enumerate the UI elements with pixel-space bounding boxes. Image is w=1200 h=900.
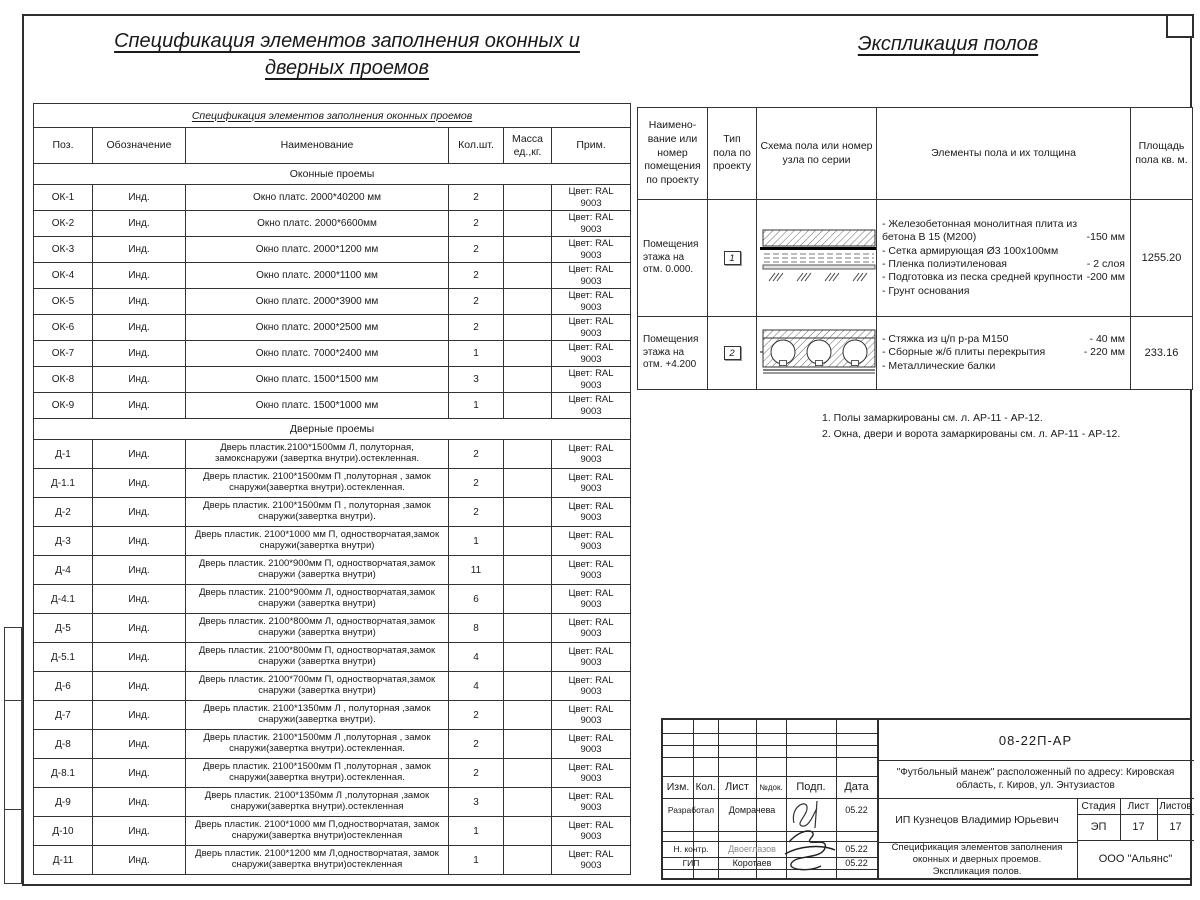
corner-stamp-box — [1166, 14, 1194, 38]
spec-cell-name: Дверь пластик. 2100*1350мм Л ,полуторная ,замок снаружи(завертка внутри).остекленная — [186, 788, 449, 817]
spec-cell-pos: ОК-3 — [34, 237, 93, 263]
floors-row-1 — [638, 200, 1193, 317]
col-kol: Кол. — [695, 781, 716, 793]
col-header-area: Площадь пола кв. м. — [1131, 108, 1193, 200]
note-line: 2. Окна, двери и ворота замаркированы см. л. АР-11 - АР-12. — [822, 427, 1121, 440]
spec-cell-mark: Инд. — [93, 498, 186, 527]
spec-cell-qty: 3 — [449, 367, 504, 393]
spec-cell-note — [552, 440, 631, 469]
page-title-right: Экспликация полов — [857, 33, 1039, 55]
spec-cell-pos: Д-4 — [34, 556, 93, 585]
left-filing-strip — [4, 627, 22, 884]
spec-cell-mass — [504, 585, 552, 614]
color-note: Цвет: RAL 9003 — [568, 342, 614, 365]
room-name: Помещения этажа на отм. 0.000. — [638, 200, 708, 317]
spec-cell-qty: 4 — [449, 672, 504, 701]
spec-cell-mass — [504, 341, 552, 367]
floor-type-cell — [708, 317, 757, 390]
spec-cell-mark: Инд. — [93, 817, 186, 846]
spec-cell-mark: Инд. — [93, 237, 186, 263]
color-note: Цвет: RAL 9003 — [568, 587, 614, 610]
floor-element-text: - Железобетонная монолитная плита из бетона В 15 (М200) — [882, 217, 1078, 244]
spec-row — [34, 614, 631, 643]
spec-cell-note — [552, 341, 631, 367]
spec-cell-qty: 2 — [449, 498, 504, 527]
spec-cell-mark: Инд. — [93, 614, 186, 643]
spec-cell-name: Дверь пластик. 2100*1200 мм Л,одностворчатая, замок снаружи(завертка внутри)остекленная — [186, 846, 449, 875]
spec-cell-mark: Инд. — [93, 393, 186, 419]
organization: ООО "Альянс" — [1098, 853, 1173, 865]
spec-row — [34, 211, 631, 237]
spec-cell-mass — [504, 759, 552, 788]
spec-cell-qty: 2 — [449, 440, 504, 469]
color-note: Цвет: RAL 9003 — [568, 819, 614, 842]
spec-cell-pos: Д-3 — [34, 527, 93, 556]
spec-cell-mass — [504, 263, 552, 289]
spec-cell-mark: Инд. — [93, 556, 186, 585]
spec-cell-pos: ОК-6 — [34, 315, 93, 341]
floors-header-row — [638, 108, 1193, 200]
spec-row — [34, 185, 631, 211]
floor-element-value: - 220 мм — [1083, 346, 1125, 359]
spec-cell-name: Окно платс. 2000*1200 мм — [186, 237, 449, 263]
spec-cell-note — [552, 788, 631, 817]
spec-cell-mass — [504, 367, 552, 393]
floor-area: 233.16 — [1131, 317, 1193, 390]
spec-row — [34, 341, 631, 367]
spec-cell-mass — [504, 469, 552, 498]
spec-cell-qty: 2 — [449, 701, 504, 730]
spec-cell-mark: Инд. — [93, 643, 186, 672]
stage-label: Стадия — [1081, 800, 1116, 812]
spec-cell-note — [552, 367, 631, 393]
spec-cell-name: Окно платс. 7000*2400 мм — [186, 341, 449, 367]
spec-cell-mark: Инд. — [93, 289, 186, 315]
spec-cell-mass — [504, 498, 552, 527]
spec-cell-note — [552, 263, 631, 289]
spec-cell-pos: ОК-9 — [34, 393, 93, 419]
spec-cell-mark: Инд. — [93, 315, 186, 341]
color-note: Цвет: RAL 9003 — [568, 368, 614, 391]
spec-cell-note — [552, 237, 631, 263]
col-header-note: Прим. — [552, 128, 631, 164]
spec-cell-mark: Инд. — [93, 788, 186, 817]
floor-element-value: -200 мм — [1086, 271, 1125, 284]
color-note: Цвет: RAL 9003 — [568, 529, 614, 552]
floor-elements-cell — [877, 200, 1131, 317]
date-ncontrol: 05.22 — [845, 844, 868, 854]
project-address: "Футбольный манеж" расположенный по адресу: Кировская область, г. Киров, ул. Энтузиастов — [896, 767, 1175, 791]
floors-row-2 — [638, 317, 1193, 390]
spec-cell-note — [552, 289, 631, 315]
spec-row — [34, 585, 631, 614]
spec-row — [34, 643, 631, 672]
sheet-value: 17 — [1132, 821, 1145, 833]
spec-cell-name: Окно платс. 2000*3900 мм — [186, 289, 449, 315]
spec-row — [34, 730, 631, 759]
spec-cell-name: Дверь пластик. 2100*1500мм Л ,полуторная , замок снаружи(завертка внутри).остекленная. — [186, 730, 449, 759]
spec-row — [34, 788, 631, 817]
spec-cell-name: Дверь пластик. 2100*700мм П, одностворчатая,замок снаружи (завертка внутри) — [186, 672, 449, 701]
spec-cell-name: Дверь пластик. 2100*1500мм П ,полуторная , замок снаружи(завертка внутри).остекленная. — [186, 759, 449, 788]
spec-cell-qty: 1 — [449, 527, 504, 556]
color-note: Цвет: RAL 9003 — [568, 616, 614, 639]
spec-cell-mass — [504, 672, 552, 701]
name-developer: Домрачева — [728, 805, 776, 815]
spec-row — [34, 701, 631, 730]
spec-cell-pos: Д-8 — [34, 730, 93, 759]
floor-element-text: - Стяжка из ц/п р-ра М150 — [882, 332, 1009, 345]
spec-cell-pos: Д-10 — [34, 817, 93, 846]
spec-cell-name: Дверь пластик. 2100*1000 мм П,одностворчатая, замок снаружи(завертка внутри)остекленная — [186, 817, 449, 846]
spec-cell-note — [552, 643, 631, 672]
floor-element-text: - Пленка полиэтиленовая — [882, 258, 1007, 270]
spec-cell-qty: 1 — [449, 817, 504, 846]
spec-cell-name: Дверь пластик. 2100*900мм Л, одностворчатая,замок снаружи (завертка внутри) — [186, 585, 449, 614]
color-note: Цвет: RAL 9003 — [568, 316, 614, 339]
spec-cell-name: Дверь пластик. 2100*800мм Л, одностворчатая,замок снаружи (завертка внутри) — [186, 614, 449, 643]
spec-row — [34, 263, 631, 289]
spec-cell-name: Дверь пластик. 2100*1000 мм П, одностворчатая,замок снаружи(завертка внутри) — [186, 527, 449, 556]
color-note: Цвет: RAL 9003 — [568, 394, 614, 417]
spec-cell-mark: Инд. — [93, 185, 186, 211]
spec-cell-name: Окно платс. 1500*1500 мм — [186, 367, 449, 393]
spec-cell-mass — [504, 393, 552, 419]
col-header-name: Наименование — [186, 128, 449, 164]
spec-cell-qty: 2 — [449, 289, 504, 315]
spec-cell-name: Окно платс. 2000*1100 мм — [186, 263, 449, 289]
spec-cell-mass — [504, 614, 552, 643]
col-header-mass: Масса ед.,кг. — [504, 128, 552, 164]
stage-value: ЭП — [1090, 821, 1107, 833]
floor-element — [882, 245, 1125, 258]
spec-cell-note — [552, 469, 631, 498]
floor-element — [882, 271, 1125, 284]
floor-element — [882, 346, 1125, 359]
spec-row — [34, 759, 631, 788]
spec-cell-qty: 2 — [449, 315, 504, 341]
spec-row — [34, 817, 631, 846]
color-note: Цвет: RAL 9003 — [568, 558, 614, 581]
spec-cell-note — [552, 556, 631, 585]
spec-cell-pos: ОК-2 — [34, 211, 93, 237]
spec-cell-name: Окно платс. 2000*2500 мм — [186, 315, 449, 341]
spec-cell-mass — [504, 211, 552, 237]
date-gip: 05.22 — [845, 858, 868, 868]
floor-scheme-cell — [757, 200, 877, 317]
customer: ИП Кузнецов Владимир Юрьевич — [895, 814, 1059, 826]
floor-element-text: - Сетка армирующая Ø3 100х100мм — [882, 244, 1059, 257]
spec-cell-pos: ОК-5 — [34, 289, 93, 315]
col-header-mark: Обозначение — [93, 128, 186, 164]
spec-cell-qty: 2 — [449, 759, 504, 788]
floor-type-badge: 1 — [724, 251, 741, 265]
sheet-label: Лист — [1127, 800, 1150, 812]
spec-cell-mass — [504, 440, 552, 469]
spec-cell-mark: Инд. — [93, 440, 186, 469]
spec-cell-note — [552, 315, 631, 341]
floor-type-cell — [708, 200, 757, 317]
spec-table-caption — [34, 104, 631, 128]
spec-cell-note — [552, 614, 631, 643]
spec-cell-name: Дверь пластик. 2100*900мм П, одностворчатая,замок снаружи (завертка внутри) — [186, 556, 449, 585]
spec-cell-pos: Д-1 — [34, 440, 93, 469]
spec-cell-pos: ОК-4 — [34, 263, 93, 289]
col-data: Дата — [844, 781, 869, 793]
spec-row — [34, 846, 631, 875]
spec-cell-mark: Инд. — [93, 730, 186, 759]
spec-cell-qty: 1 — [449, 846, 504, 875]
spec-cell-note — [552, 846, 631, 875]
spec-cell-mark: Инд. — [93, 469, 186, 498]
spec-cell-qty: 6 — [449, 585, 504, 614]
floor-scheme-1-diagram — [760, 229, 877, 285]
floor-element-value: - 2 слоя — [1086, 258, 1125, 270]
spec-cell-mass — [504, 846, 552, 875]
note-line: 1. Полы замаркированы см. л. АР-11 - АР-12. — [822, 412, 1043, 424]
spec-table — [33, 103, 631, 875]
spec-cell-mark: Инд. — [93, 701, 186, 730]
page-title-left: Спецификация элементов заполнения оконных и дверных проемов — [114, 30, 580, 79]
spec-cell-mark: Инд. — [93, 263, 186, 289]
floor-element — [882, 285, 1125, 298]
spec-row — [34, 469, 631, 498]
floor-scheme-2-diagram — [760, 329, 877, 375]
spec-cell-pos: ОК-8 — [34, 367, 93, 393]
spec-row — [34, 367, 631, 393]
spec-row — [34, 237, 631, 263]
spec-cell-note — [552, 185, 631, 211]
spec-row — [34, 440, 631, 469]
spec-table-caption-text: Спецификация элементов заполнения оконных проемов — [191, 109, 473, 122]
spec-cell-mass — [504, 788, 552, 817]
spec-cell-note — [552, 730, 631, 759]
spec-cell-qty: 3 — [449, 788, 504, 817]
floor-element-text: - Сборные ж/б плиты перекрытия — [882, 346, 1046, 359]
col-list: Лист — [725, 781, 749, 793]
spec-cell-name: Дверь пластик. 2100*1350мм Л , полуторная ,замок снаружи(завертка внутри). — [186, 701, 449, 730]
spec-cell-qty: 2 — [449, 211, 504, 237]
sheet-notes — [822, 411, 1120, 443]
name-gip: Коротаев — [732, 858, 772, 868]
spec-cell-mass — [504, 730, 552, 759]
sheets-label: Листов — [1159, 800, 1192, 812]
spec-cell-note — [552, 759, 631, 788]
col-header-pos: Поз. — [34, 128, 93, 164]
spec-cell-qty: 1 — [449, 341, 504, 367]
spec-cell-note — [552, 701, 631, 730]
spec-cell-note — [552, 585, 631, 614]
spec-cell-pos: ОК-1 — [34, 185, 93, 211]
color-note: Цвет: RAL 9003 — [568, 703, 614, 726]
color-note: Цвет: RAL 9003 — [568, 761, 614, 784]
spec-section-title: Дверные проемы — [34, 419, 631, 440]
sheets-value: 17 — [1169, 821, 1182, 833]
spec-cell-note — [552, 498, 631, 527]
doc-code: 08-22П-АР — [998, 732, 1073, 748]
color-note: Цвет: RAL 9003 — [568, 290, 614, 313]
floor-element-value: - 40 мм — [1089, 332, 1125, 345]
spec-cell-qty: 11 — [449, 556, 504, 585]
role-developer: Разработал — [667, 805, 715, 815]
spec-cell-mass — [504, 315, 552, 341]
spec-cell-qty: 1 — [449, 393, 504, 419]
title-block — [661, 718, 1192, 880]
spec-header-row — [34, 128, 631, 164]
floor-element-text: - Подготовка из песка средней крупности — [882, 271, 1083, 284]
spec-cell-mark: Инд. — [93, 672, 186, 701]
col-header-elements: Элементы пола и их толщина — [877, 108, 1131, 200]
spec-cell-qty: 8 — [449, 614, 504, 643]
color-note: Цвет: RAL 9003 — [568, 264, 614, 287]
floor-elements-cell — [877, 317, 1131, 390]
spec-cell-mark: Инд. — [93, 585, 186, 614]
col-izm: Изм. — [666, 781, 690, 793]
spec-cell-note — [552, 672, 631, 701]
spec-row — [34, 556, 631, 585]
spec-row — [34, 289, 631, 315]
spec-cell-qty: 2 — [449, 263, 504, 289]
col-header-qty: Кол.шт. — [449, 128, 504, 164]
spec-cell-mark: Инд. — [93, 759, 186, 788]
spec-cell-mark: Инд. — [93, 341, 186, 367]
spec-cell-pos: Д-5.1 — [34, 643, 93, 672]
spec-row — [34, 393, 631, 419]
spec-cell-pos: Д-8.1 — [34, 759, 93, 788]
spec-section-title: Оконные проемы — [34, 164, 631, 185]
spec-cell-pos: Д-7 — [34, 701, 93, 730]
spec-cell-mass — [504, 817, 552, 846]
spec-cell-name: Окно платс. 2000*40200 мм — [186, 185, 449, 211]
color-note: Цвет: RAL 9003 — [568, 674, 614, 697]
room-name: Помещения этажа на отм. +4.200 — [638, 317, 708, 390]
spec-cell-mark: Инд. — [93, 846, 186, 875]
spec-row — [34, 315, 631, 341]
col-header-scheme: Схема пола или номер узла по серии — [757, 108, 877, 200]
col-podp: Подп. — [796, 781, 826, 793]
spec-cell-name: Дверь пластик.2100*1500мм Л, полуторная, замокснаружи (завертка внутри).остекленная. — [186, 440, 449, 469]
floor-element-text: - Грунт основания — [882, 284, 970, 297]
spec-cell-mass — [504, 185, 552, 211]
date-developer: 05.22 — [845, 805, 868, 815]
spec-cell-mass — [504, 527, 552, 556]
color-note: Цвет: RAL 9003 — [568, 238, 614, 261]
spec-cell-pos: Д-1.1 — [34, 469, 93, 498]
floor-element — [882, 360, 1125, 373]
spec-row — [34, 498, 631, 527]
color-note: Цвет: RAL 9003 — [568, 212, 614, 235]
floor-element — [882, 333, 1125, 346]
floor-area: 1255.20 — [1131, 200, 1193, 317]
color-note: Цвет: RAL 9003 — [568, 500, 614, 523]
floor-scheme-cell — [757, 317, 877, 390]
spec-cell-mass — [504, 237, 552, 263]
color-note: Цвет: RAL 9003 — [568, 790, 614, 813]
spec-cell-name: Окно платс. 1500*1000 мм — [186, 393, 449, 419]
spec-cell-note — [552, 393, 631, 419]
spec-cell-pos: Д-9 — [34, 788, 93, 817]
name-ncontrol: Двоеглазов — [728, 844, 776, 854]
spec-row — [34, 527, 631, 556]
spec-cell-qty: 2 — [449, 237, 504, 263]
floors-table — [637, 107, 1193, 390]
spec-cell-mark: Инд. — [93, 367, 186, 393]
spec-cell-qty: 2 — [449, 730, 504, 759]
col-ndok: №док. — [759, 782, 783, 792]
spec-cell-mass — [504, 556, 552, 585]
spec-cell-mark: Инд. — [93, 527, 186, 556]
spec-cell-qty: 2 — [449, 185, 504, 211]
spec-cell-name: Дверь пластик. 2100*1500мм П ,полуторная , замок снаружи(завертка внутри).остекленная. — [186, 469, 449, 498]
spec-cell-name: Окно платс. 2000*6600мм — [186, 211, 449, 237]
sheet-title: Спецификация элементов заполнения оконных и дверных проемов. Экспликация полов. — [891, 842, 1063, 877]
role-ncontrol: Н. контр. — [673, 844, 709, 854]
role-gip: ГИП — [682, 858, 700, 868]
color-note: Цвет: RAL 9003 — [568, 471, 614, 494]
spec-cell-name: Дверь пластик. 2100*1500мм П , полуторная ,замок снаружи(завертка внутри). — [186, 498, 449, 527]
color-note: Цвет: RAL 9003 — [568, 732, 614, 755]
floor-element — [882, 218, 1125, 245]
spec-cell-mass — [504, 643, 552, 672]
spec-row — [34, 672, 631, 701]
spec-cell-mark: Инд. — [93, 211, 186, 237]
spec-cell-pos: Д-11 — [34, 846, 93, 875]
spec-cell-qty: 4 — [449, 643, 504, 672]
spec-cell-name: Дверь пластик. 2100*800мм П, одностворчатая,замок снаружи (завертка внутри) — [186, 643, 449, 672]
spec-cell-pos: Д-5 — [34, 614, 93, 643]
spec-cell-qty: 2 — [449, 469, 504, 498]
color-note: Цвет: RAL 9003 — [568, 442, 614, 465]
signature-gip-icon — [779, 824, 841, 880]
spec-cell-note — [552, 817, 631, 846]
col-header-floor-type: Тип пола по проекту — [708, 108, 757, 200]
spec-cell-note — [552, 211, 631, 237]
color-note: Цвет: RAL 9003 — [568, 186, 614, 209]
col-header-room: Наимено-вание или номер помещения по проекту — [638, 108, 708, 200]
color-note: Цвет: RAL 9003 — [568, 645, 614, 668]
floor-element-text: - Металлические балки — [882, 359, 996, 372]
spec-cell-mass — [504, 701, 552, 730]
spec-cell-pos: Д-2 — [34, 498, 93, 527]
floor-type-badge: 2 — [724, 346, 741, 360]
floor-element — [882, 258, 1125, 271]
color-note: Цвет: RAL 9003 — [568, 848, 614, 871]
spec-cell-pos: ОК-7 — [34, 341, 93, 367]
spec-cell-pos: Д-6 — [34, 672, 93, 701]
floor-element-value: -150 мм — [1086, 231, 1125, 244]
spec-cell-pos: Д-4.1 — [34, 585, 93, 614]
spec-cell-mass — [504, 289, 552, 315]
spec-cell-note — [552, 527, 631, 556]
